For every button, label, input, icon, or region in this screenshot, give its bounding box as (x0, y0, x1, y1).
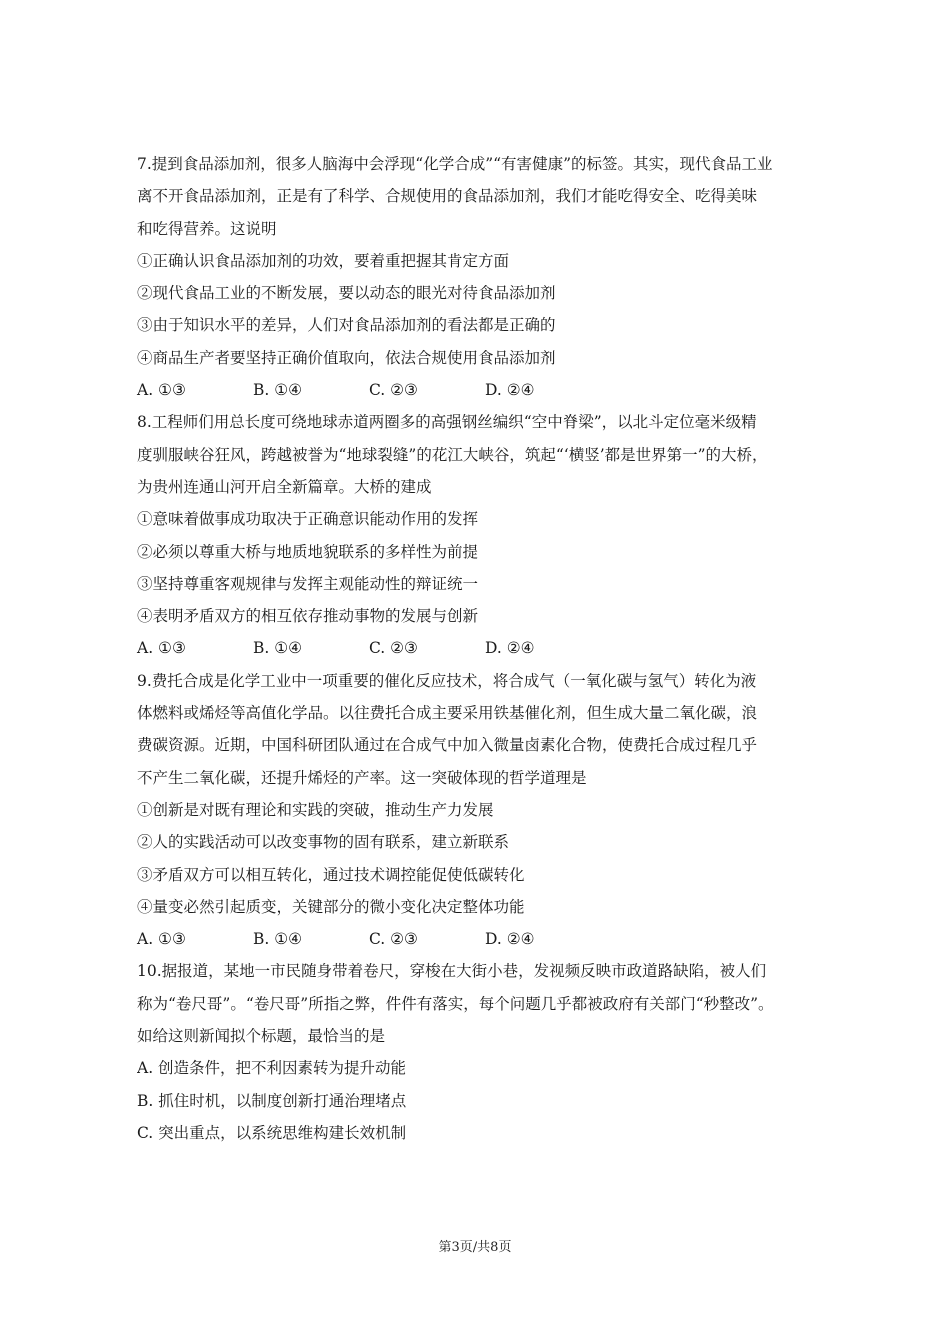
page-number: 第3页/共8页 (438, 1240, 512, 1255)
answer-option: D. ②④ (485, 381, 535, 400)
question-stem-line: 7.提到食品添加剂，很多人脑海中会浮现“化学合成”“有害健康”的标签。其实，现代食品工业 (137, 155, 773, 173)
question-block (137, 148, 817, 406)
answer-option: D. ②④ (485, 930, 535, 949)
question-stem-line: 费碳资源。近期，中国科研团队通过在合成气中加入微量卤素化合物，使费托合成过程几乎 (137, 736, 758, 755)
question-stem-line: 体燃料或烯烃等高值化学品。以往费托合成主要采用铁基催化剂，但生成大量二氧化碳，浪 (137, 704, 758, 723)
statement-line: ④商品生产者要坚持正确价值取向，依法合规使用食品添加剂 (137, 348, 556, 367)
question-content (137, 148, 817, 1149)
question-block (137, 955, 817, 1149)
question-stem-line: 为贵州连通山河开启全新篇章。大桥的建成 (137, 477, 432, 496)
question-block (137, 665, 817, 956)
answer-options (137, 374, 817, 406)
statement-line: B. 抓住时机，以制度创新打通治理堵点 (137, 1091, 407, 1110)
answer-option: B. ①④ (253, 381, 303, 400)
question-stem-line: 称为“卷尺哥”。“卷尺哥”所指之弊，件件有落实，每个问题几乎都被政府有关部门“秒整改”。 (137, 994, 774, 1013)
statement-line: ④量变必然引起质变，关键部分的微小变化决定整体功能 (137, 897, 525, 916)
statement-line: ③由于知识水平的差异，人们对食品添加剂的看法都是正确的 (137, 316, 556, 335)
statement-line: ②人的实践活动可以改变事物的固有联系，建立新联系 (137, 833, 510, 852)
answer-option: D. ②④ (485, 639, 535, 658)
answer-option: B. ①④ (253, 930, 303, 949)
question-stem-line: 如给这则新闻拟个标题，最恰当的是 (137, 1027, 386, 1046)
question-stem-line: 10.据报道，某地一市民随身带着卷尺，穿梭在大街小巷，发视频反映市政道路缺陷，被人们 (137, 962, 767, 981)
question-stem-line: 9.费托合成是化学工业中一项重要的催化反应技术，将合成气（一氧化碳与氢气）转化为液 (137, 671, 757, 690)
answer-option: A. ①③ (137, 930, 186, 949)
question-stem-line: 不产生二氧化碳，还提升烯烃的产率。这一突破体现的哲学道理是 (137, 768, 587, 787)
statement-line: ③矛盾双方可以相互转化，通过技术调控能促使低碳转化 (137, 865, 525, 884)
statement-line: ③坚持尊重客观规律与发挥主观能动性的辩证统一 (137, 574, 479, 593)
statement-line: C. 突出重点，以系统思维构建长效机制 (137, 1123, 407, 1142)
answer-option: A. ①③ (137, 639, 186, 658)
statement-line: ①创新是对既有理论和实践的突破，推动生产力发展 (137, 800, 494, 819)
answer-options (137, 632, 817, 664)
statement-line: ①意味着做事成功取决于正确意识能动作用的发挥 (137, 510, 479, 529)
question-stem-line: 和吃得营养。这说明 (137, 219, 277, 238)
answer-option: A. ①③ (137, 381, 186, 400)
answer-options (137, 923, 817, 955)
question-stem-line: 离不开食品添加剂，正是有了科学、合规使用的食品添加剂，我们才能吃得安全、吃得美味 (137, 187, 758, 206)
statement-line: ④表明矛盾双方的相互依存推动事物的发展与创新 (137, 607, 479, 626)
answer-option: C. ②③ (369, 381, 418, 400)
statement-line: ②必须以尊重大桥与地质地貌联系的多样性为前提 (137, 542, 479, 561)
answer-option: C. ②③ (369, 930, 418, 949)
answer-option: C. ②③ (369, 639, 418, 658)
answer-option: B. ①④ (253, 639, 303, 658)
question-stem-line: 度驯服峡谷狂风，跨越被誉为“地球裂缝”的花江大峡谷，筑起“‘横竖’都是世界第一”的大桥， (137, 445, 768, 464)
question-block (137, 406, 817, 664)
question-stem-line: 8.工程师们用总长度可绕地球赤道两圈多的高强钢丝编织“空中脊梁”，以北斗定位毫米级精 (137, 413, 757, 432)
statement-line: A. 创造条件，把不利因素转为提升动能 (137, 1059, 407, 1078)
statement-line: ①正确认识食品添加剂的功效，要着重把握其肯定方面 (137, 251, 510, 270)
statement-line: ②现代食品工业的不断发展，要以动态的眼光对待食品添加剂 (137, 284, 556, 303)
